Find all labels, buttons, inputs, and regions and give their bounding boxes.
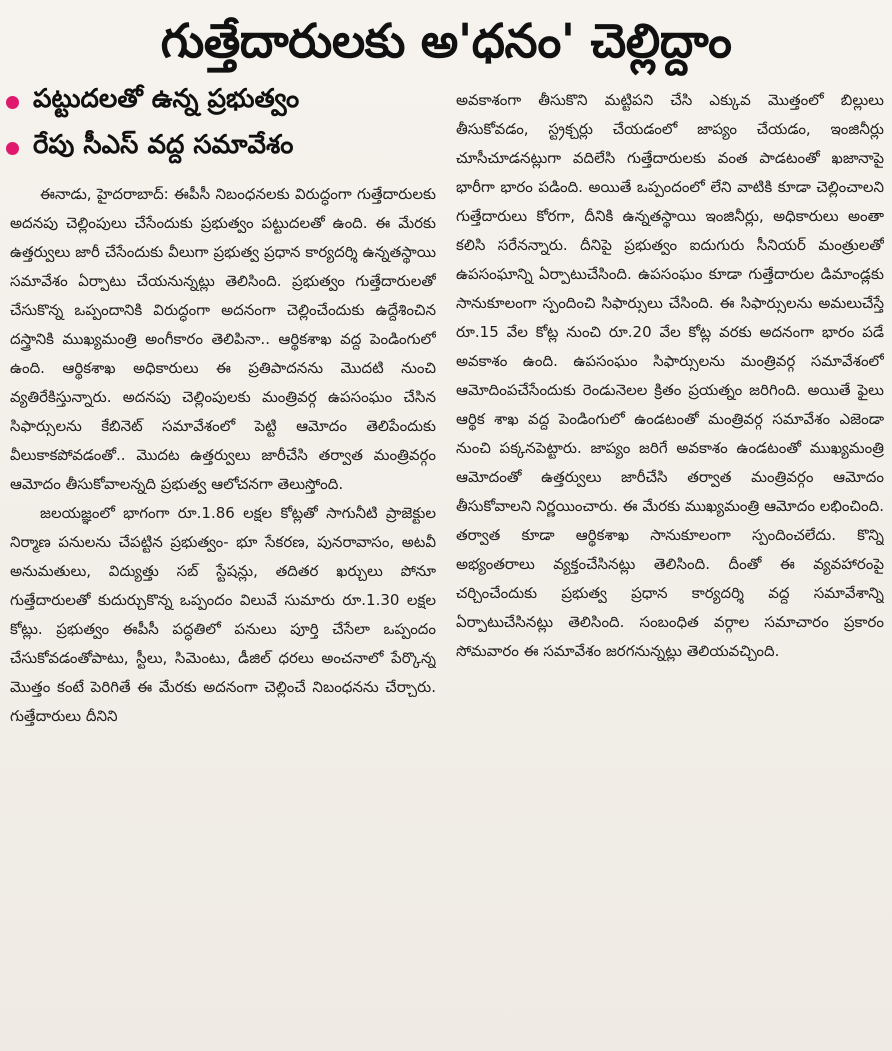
headline: గుత్తేదారులకు అ'ధనం' చెల్లిద్దాం <box>160 14 732 69</box>
subhead-2 <box>6 128 446 168</box>
article-column-left <box>10 180 436 1046</box>
subhead-text: రేపు సీఎస్ వద్ద సమావేశం <box>33 130 294 160</box>
article-paragraph: ఈనాడు, హైదరాబాద్: ఈపీసీ నిబంధనలకు విరుద్ధంగా గుత్తేదారులకు అదనపు చెల్లింపులు చేసేందుకు ప్రభుత్వం పట్టుదలతో ఉంది. ఈ మేరకు ఉత్తర్వులు జారీ చేసేందుకు వీలుగా ప్రభుత్వ ప్రధాన కార్యదర్శి ఉన్నతస్థాయి సమావేశం ఏర్పాటు చేయనున్నట్లు తెలిసింది. ప్రభుత్వం గుత్తేదారులతో చేసుకొన్న ఒప్పందానికి విరుద్ధంగా అదనంగా చెల్లించేందుకు ఉద్దేశించిన దస్త్రానికి ముఖ్యమంత్రి అంగీకారం తెలిపినా.. ఆర్థికశాఖ వద్ద పెండింగులో ఉంది. ఆర్థికశాఖ అధికారులు ఈ ప్రతిపాదనను మొదటి నుంచి వ్యతిరేకిస్తున్నారు. అదనపు చెల్లింపులకు మంత్రివర్గ ఉపసంఘం చేసిన సిఫార్సులను కేబినెట్ సమావేశంలో పెట్టి ఆమోదం తెలిపేందుకు వీలుకాకపోవడంతో.. మొదట ఉత్తర్వులు జారీచేసి తర్వాత మంత్రివర్గం ఆమోదం తీసుకోవాలన్నది ప్రభుత్వ ఆలోచనగా తెలుస్తోంది. <box>10 185 436 493</box>
subhead-1 <box>6 82 446 122</box>
article-paragraph: అవకాశంగా తీసుకొని మట్టిపని చేసి ఎక్కువ మొత్తంలో బిల్లులు తీసుకోవడం, స్ట్రక్చర్లు చేయడంలో జాప్యం చేయడం, ఇంజినీర్లు చూసీచూడనట్లుగా వదిలేసి గుత్తేదారులకు వంత పాడటంతో ఖజానాపై భారీగా భారం పడింది. అయితే ఒప్పందంలో లేని వాటికి కూడా చెల్లించాలని గుత్తేదారులు కోరగా, దీనికి ఉన్నతస్థాయి ఇంజినీర్లు, అధికారులు అంతా కలిసి సరేనన్నారు. దీనిపై ప్రభుత్వం ఐదుగురు సీనియర్ మంత్రులతో ఉపసంఘాన్ని ఏర్పాటుచేసింది. ఉపసంఘం కూడా గుత్తేదారుల డిమాండ్లకు సానుకూలంగా స్పందించి సిఫార్సులు చేసింది. ఈ సిఫార్సులను అమలుచేస్తే రూ.15 వేల కోట్ల నుంచి రూ.20 వేల కోట్ల వరకు అదనంగా భారం పడే అవకాశం ఉంది. ఉపసంఘం సిఫార్సులను మంత్రివర్గ సమావేశంలో ఆమోదింపచేసేందుకు రెండునెలల క్రితం ప్రయత్నం జరిగింది. అయితే ఫైలు ఆర్థిక శాఖ వద్ద పెండింగులో ఉండటంతో మంత్రివర్గ సమావేశం ఎజెండా నుంచి పక్కనపెట్టారు. జాప్యం జరిగే అవకాశం ఉండటంతో ముఖ్యమంత్రి ఆమోదంతో ఉత్తర్వులు జారీచేసి తర్వాత మంత్రివర్గం ఆమోదం తీసుకోవాలని నిర్ణయించారు. ఈ మేరకు ముఖ్యమంత్రి ఆమోదం లభించింది. తర్వాత కూడా ఆర్థికశాఖ సానుకూలంగా స్పందించలేదు. కొన్ని అభ్యంతరాలు వ్యక్తంచేసినట్లు తెలిసింది. దీంతో ఈ వ్యవహారంపై చర్చించేందుకు ప్రభుత్వ ప్రధాన కార్యదర్శి వద్ద సమావేశాన్ని ఏర్పాటుచేసినట్లు తెలిసింది. సంబంధిత వర్గాల సమాచారం ప్రకారం సోమవారం ఈ సమావేశం జరగనున్నట్లు తెలియవచ్చింది. <box>456 91 884 660</box>
bullet-icon <box>6 142 19 155</box>
article-column-right <box>456 86 884 1046</box>
article-paragraph: జలయజ్ఞంలో భాగంగా రూ.1.86 లక్షల కోట్లతో సాగునీటి ప్రాజెక్టుల నిర్మాణ పనులను చేపట్టిన ప్రభుత్వం- భూ సేకరణ, పునరావాసం, అటవీ అనుమతులు, విద్యుత్తు సబ్ స్టేషన్లు, తదితర ఖర్చులు పోనూ గుత్తేదారులతో కుదుర్చుకొన్న ఒప్పందం విలువే సుమారు రూ.1.30 లక్షల కోట్లు. ప్రభుత్వం ఈపీసీ పద్ధతిలో పనులు పూర్తి చేసేలా ఒప్పందం చేసుకోవడంతోపాటు, స్టీలు, సిమెంటు, డీజిల్ ధరలు అంచనాలో పేర్కొన్న మొత్తం కంటే పెరిగితే ఈ మేరకు అదనంగా చెల్లించే నిబంధనను చేర్చారు. గుత్తేదారులు దీనిని <box>10 504 436 725</box>
subhead-text: పట్టుదలతో ఉన్న ప్రభుత్వం <box>33 84 300 114</box>
bullet-icon <box>6 96 19 109</box>
